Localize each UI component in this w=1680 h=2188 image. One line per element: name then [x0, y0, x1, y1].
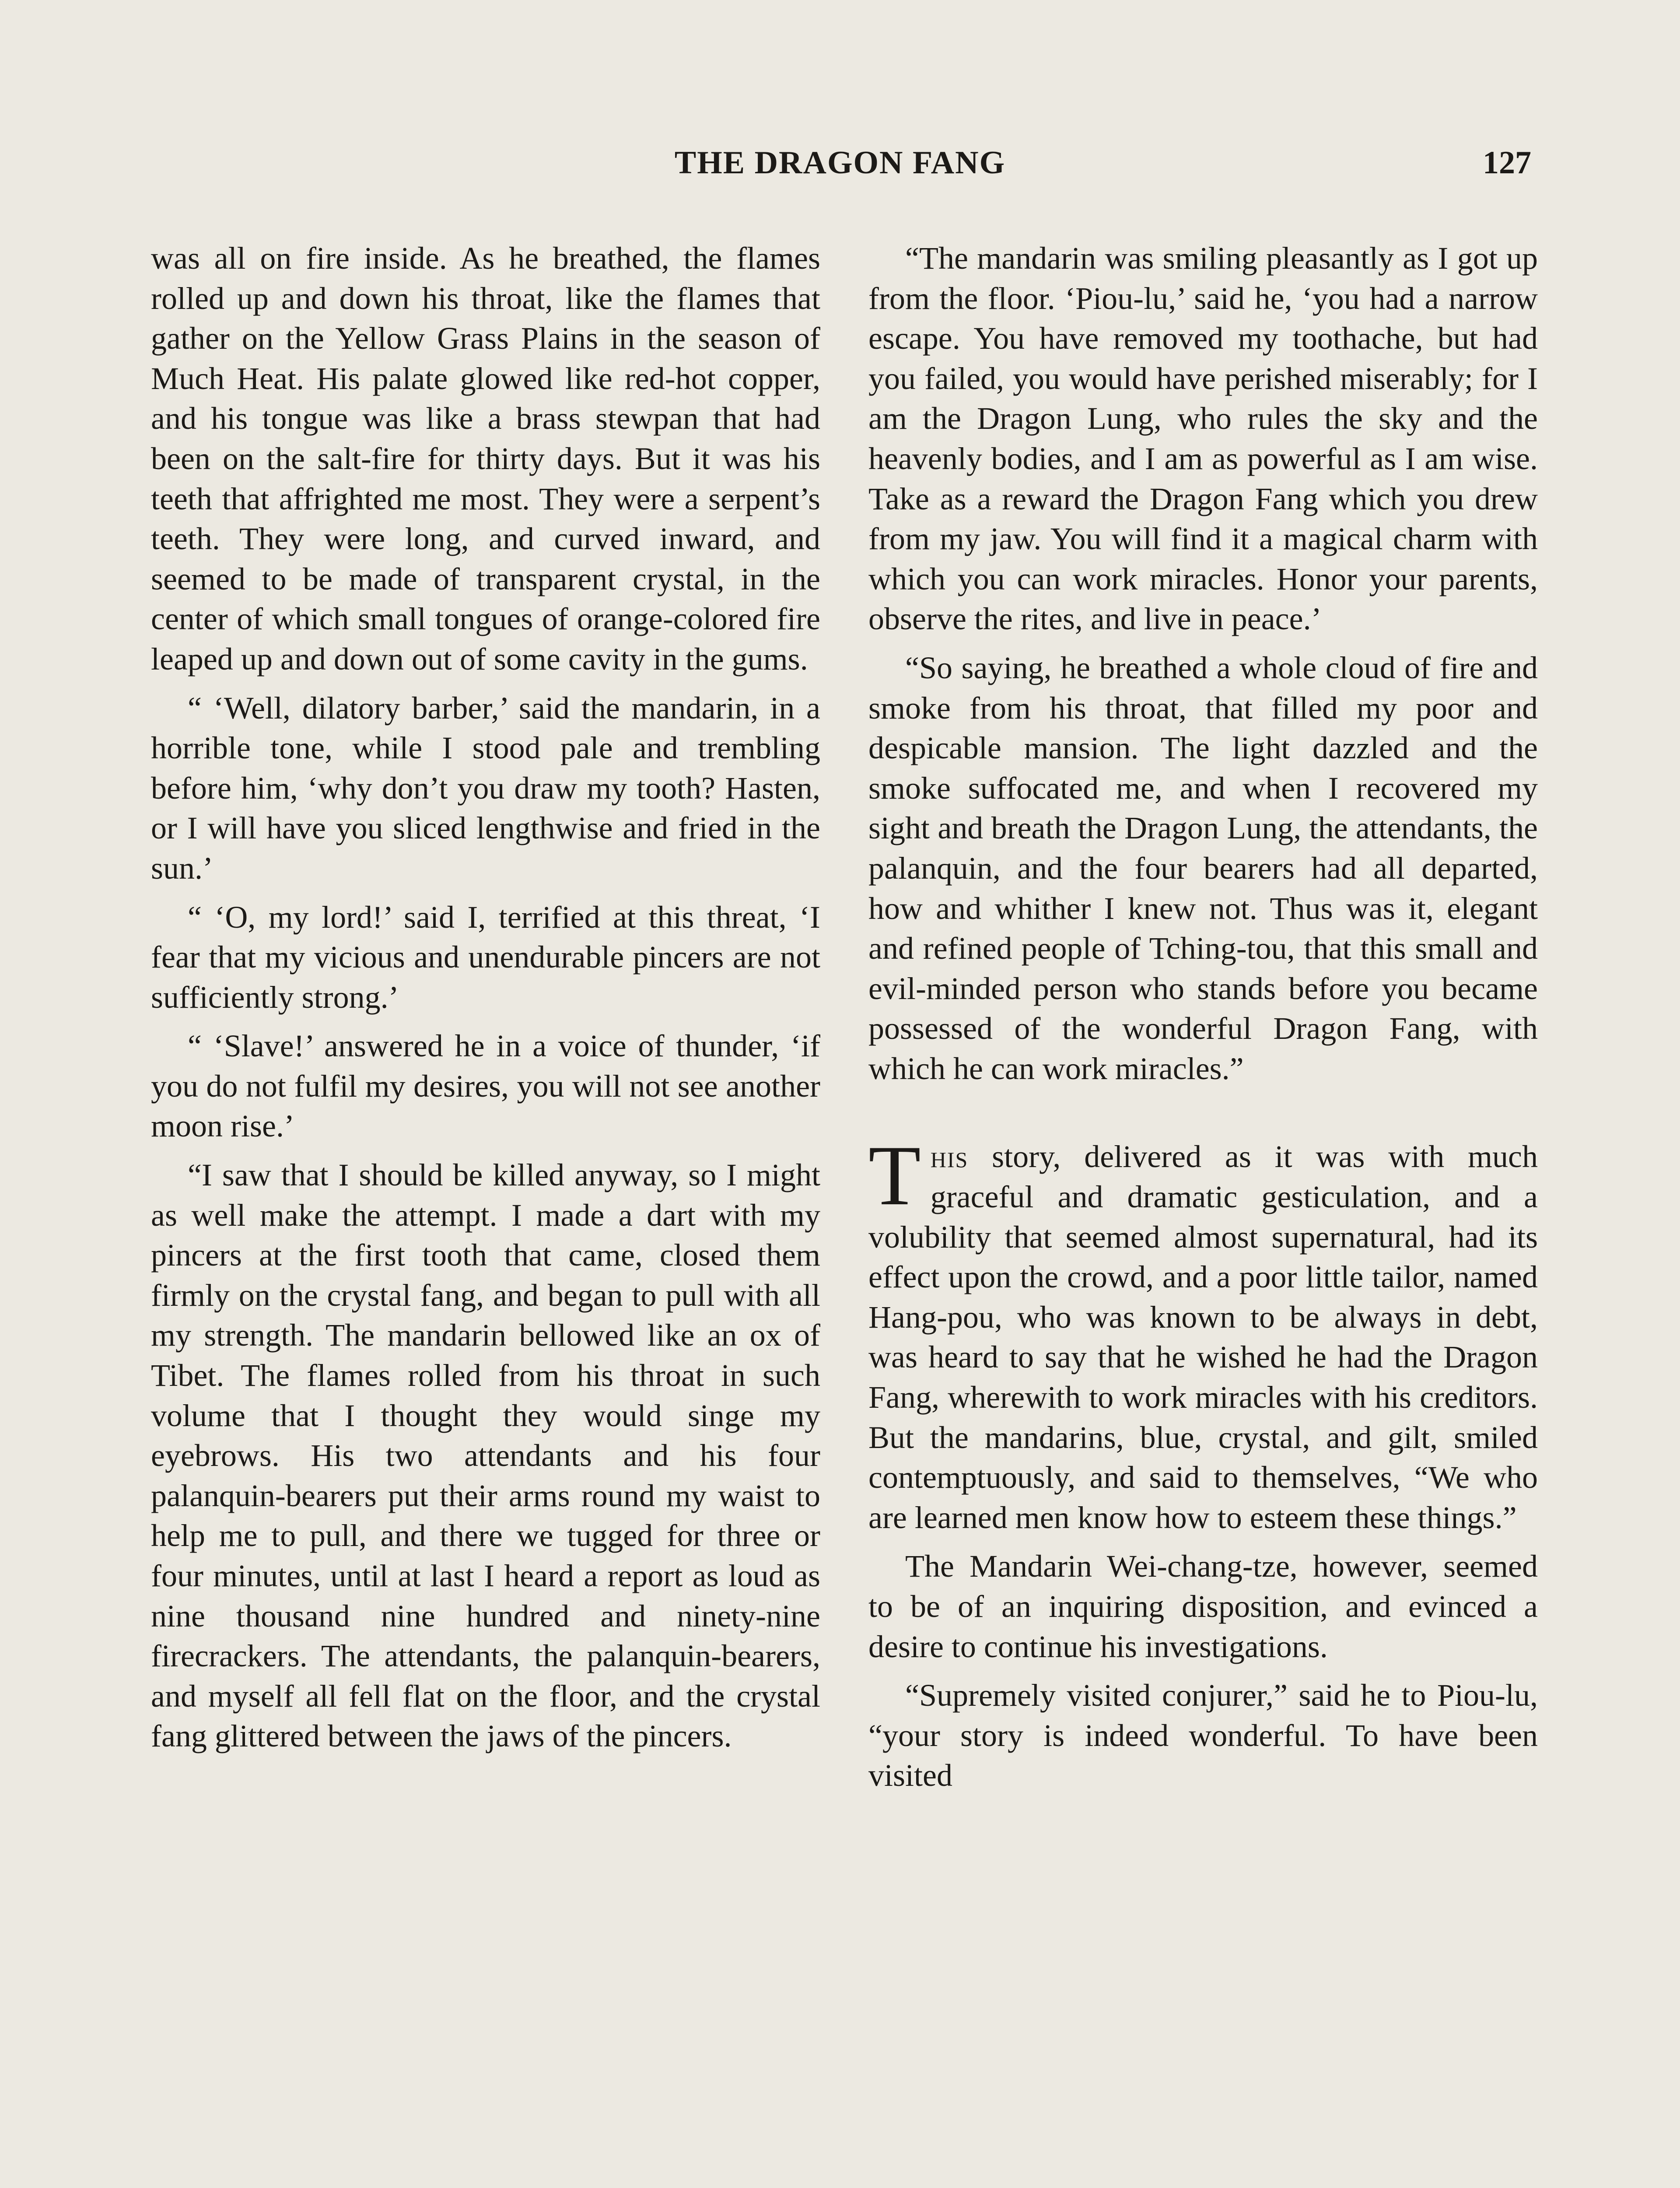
- paragraph: “The mandarin was smiling pleasantly as I got up from the floor. ‘Piou-lu,’ said he, ‘you had a narrow escape. You have removed my toothache, but had you failed, you would have perished miserably; for I am the Dragon Lung, who rules the sky and the heavenly bodies, and I am as powerful as I am wise. Take as a reward the Dragon Fang which you drew from my jaw. You will find it a magical charm with which you can work miracles. Honor your parents, observe the rites, and live in peace.’: [868, 241, 1538, 637]
- left-column: [151, 238, 820, 1765]
- paragraph: “ ‘Slave!’ answered he in a voice of thunder, ‘if you do not fulfil my desires, you will not see another moon rise.’: [151, 1028, 820, 1144]
- paragraph-text: story, delivered as it was with much graceful and dramatic gesticulation, and a volubility that seemed almost supernatural, had its effect upon the crowd, and a poor little tailor, named Hang-pou, who was known to be always in debt, was heard to say that he wished he had the Dragon Fang, wherewith to work miracles with his creditors. But the mandarins, blue, crystal, and gilt, smiled contemptuously, and said to themselves, “We who are learned men know how to esteem these things.”: [868, 1139, 1538, 1535]
- right-column: [868, 238, 1538, 1805]
- paragraph: The Mandarin Wei-chang-tze, however, seemed to be of an inquiring disposition, and evinced a desire to continue his investigations.: [868, 1549, 1538, 1664]
- paragraph: “So saying, he breathed a whole cloud of fire and smoke from his throat, that filled my poor and despicable mansion. The light dazzled and the smoke suffocated me, and when I recovered my sight and breath the Dragon Lung, the attendants, the palanquin, and the four bearers had all departed, how and whither I knew not. Thus was it, elegant and refined people of Tching-tou, that this small and evil-minded person who stands before you became possessed of the wonderful Dragon Fang, with which he can work miracles.”: [868, 650, 1538, 1086]
- paragraph: “ ‘Well, dilatory barber,’ said the mandarin, in a horrible tone, while I stood pale and trembling before him, ‘why don’t you draw my tooth? Hasten, or I will have you sliced lengthwise and fried in the sun.’: [151, 690, 820, 886]
- drop-cap: T: [868, 1128, 921, 1224]
- page-header: [149, 144, 1531, 197]
- running-title: THE DRAGON FANG: [674, 145, 1006, 181]
- section-start-paragraph: [868, 1128, 1538, 1538]
- paragraph: “ ‘O, my lord!’ said I, terrified at this threat, ‘I fear that my vicious and unendurable pincers are not sufficiently strong.’: [151, 899, 820, 1015]
- paragraph: was all on fire inside. As he breathed, the flames rolled up and down his throat, like the flames that gather on the Yellow Grass Plains in the season of Much Heat. His palate glowed like red-hot copper, and his tongue was like a brass stewpan that had been on the salt-fire for thirty days. But it was his teeth that affrighted me most. They were a serpent’s teeth. They were long, and curved inward, and seemed to be made of transparent crystal, in the center of which small tongues of orange-colored fire leaped up and down out of some cavity in the gums.: [151, 241, 820, 677]
- paragraph: “I saw that I should be killed anyway, so I might as well make the attempt. I made a dart with my pincers at the first tooth that came, closed them firmly on the crystal fang, and began to pull with all my strength. The mandarin bellowed like an ox of Tibet. The flames rolled from his throat in such volume that I thought they would singe my eyebrows. His two attendants and his four palanquin-bearers put their arms round my waist to help me to pull, and there we tugged for three or four minutes, until at last I heard a report as loud as nine thousand nine hundred and ninety-nine firecrackers. The attendants, the palanquin-bearers, and myself all fell flat on the floor, and the crystal fang glittered between the jaws of the pincers.: [151, 1157, 820, 1754]
- page-number: 127: [1483, 145, 1531, 181]
- small-caps-lead: his: [930, 1139, 969, 1175]
- paragraph: “Supremely visited conjurer,” said he to Piou-lu, “your story is indeed wonderful. To have been visited: [868, 1678, 1538, 1793]
